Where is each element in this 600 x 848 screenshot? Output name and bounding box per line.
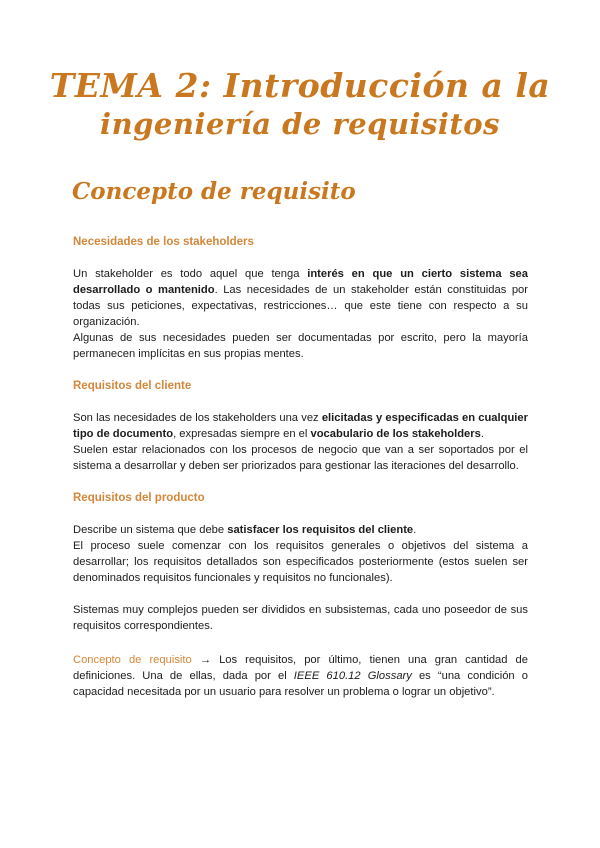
product-paragraph-2: El proceso suele comenzar con los requisitos generales o objetivos del sistema a desarrollar; los requisitos detallados son especificados posteriormente (estos suelen ser denominados requisitos funcionales y requisitos no funcionales). — [73, 540, 528, 584]
stakeholders-paragraph-1 — [73, 266, 528, 330]
bold-run: satisfacer los requisitos del cliente — [227, 524, 414, 536]
concept-paragraph — [73, 652, 528, 700]
text-run: . Las necesidades de un stakeholder están constituidas por todas sus peticiones, expectativas, restricciones… que este tiene con respecto a su organización. — [73, 284, 528, 328]
text-run: → Los requisitos, por último, tienen una gran cantidad de definiciones. Una de ellas, dada por el — [73, 654, 528, 682]
stakeholders-heading: Necesidades de los stakeholders — [73, 236, 254, 248]
text-run: Son las necesidades de los stakeholders una vez — [73, 412, 322, 424]
bold-run: vocabulario de los stakeholders — [310, 428, 481, 440]
text-run: , expresadas siempre en el — [173, 428, 311, 440]
concept-label: Concepto de requisito — [73, 654, 192, 666]
section-title: Concepto de requisito — [72, 178, 356, 205]
product-requirements-heading: Requisitos del producto — [73, 492, 205, 504]
text-run: Describe un sistema que debe — [73, 524, 228, 536]
text-run: . — [480, 428, 484, 440]
text-run: . — [413, 524, 417, 536]
bold-run: interés en que un cierto sistema sea desarrollado o mantenido — [73, 268, 528, 296]
text-run: Un stakeholder es todo aquel que tenga — [73, 268, 308, 280]
bold-run: elicitadas y especificadas en cualquier tipo de documento — [73, 412, 528, 440]
client-paragraph-1 — [73, 410, 528, 442]
product-paragraph-3: Sistemas muy complejos pueden ser divididos en subsistemas, cada uno poseedor de sus requisitos correspondientes. — [73, 604, 528, 632]
product-paragraph-1 — [73, 522, 528, 538]
client-paragraph-2: Suelen estar relacionados con los procesos de negocio que van a ser soportados por el sistema a desarrollar y deben ser priorizados para gestionar las iteraciones del desarrollo. — [73, 444, 528, 472]
stakeholders-paragraph-2: Algunas de sus necesidades pueden ser documentadas por escrito, pero la mayoría permanecen implícitas en sus propias mentes. — [73, 332, 528, 360]
italic-run: IEEE 610.12 Glossary — [293, 670, 412, 682]
document-title-line2: ingeniería de requisitos — [100, 107, 500, 141]
document-title-line1: TEMA 2: Introducción a la — [49, 66, 551, 105]
text-run: es “una condición o capacidad necesitada por un usuario para resolver un problema o lograr un objetivo”. — [73, 670, 528, 698]
client-requirements-heading: Requisitos del cliente — [73, 380, 192, 392]
